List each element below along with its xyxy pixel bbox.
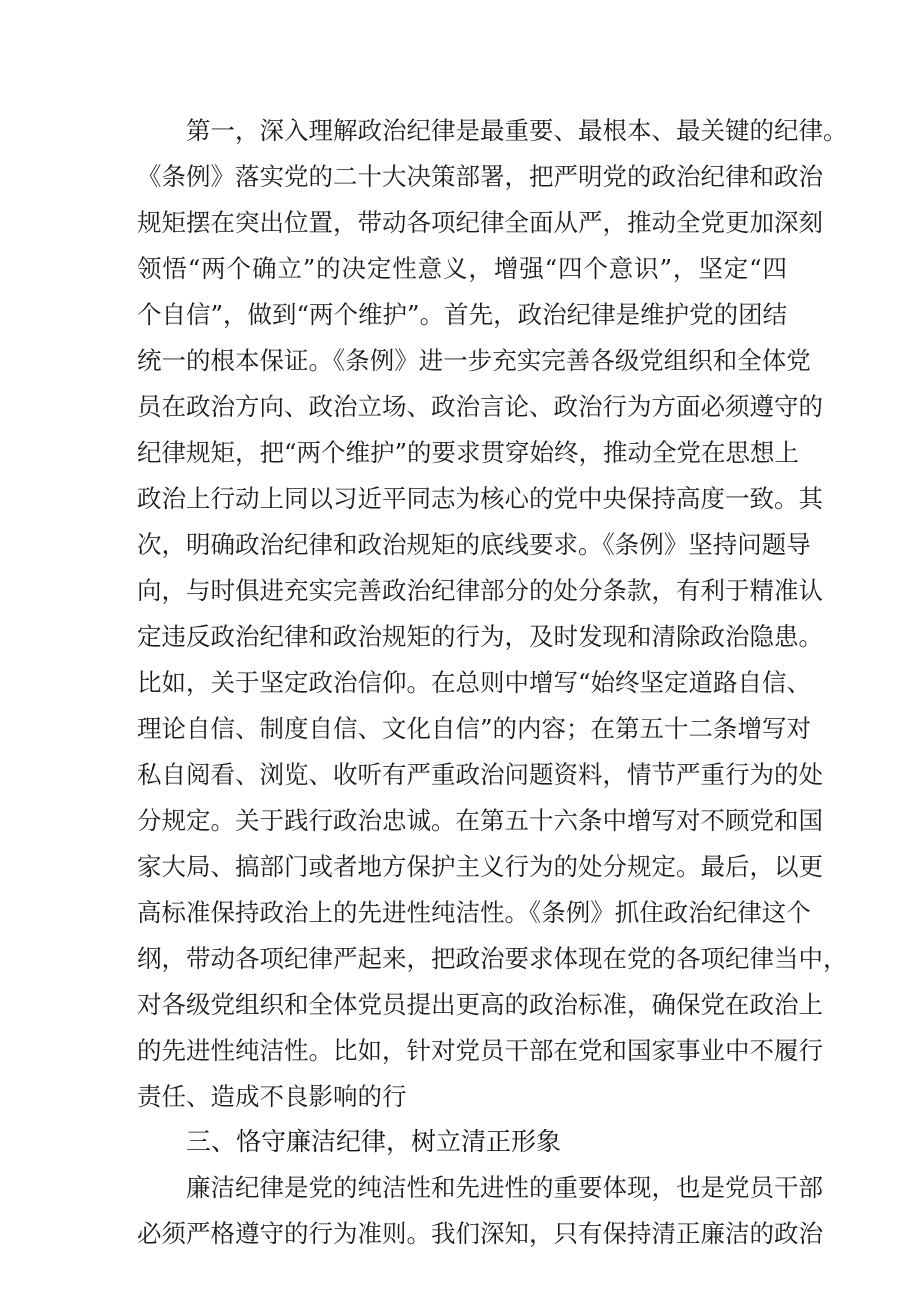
paragraph-line: 廉洁纪律是党的纯洁性和先进性的重要体现，也是党员干部 bbox=[186, 1173, 823, 1202]
paragraph-line: 政治上行动上同以习近平同志为核心的党中央保持高度一致。其 bbox=[137, 484, 823, 513]
paragraph-line: 向，与时俱进充实完善政治纪律部分的处分条款，有利于精准认 bbox=[137, 576, 823, 605]
paragraph-line: 理论自信、制度自信、文化自信”的内容；在第五十二条增写对 bbox=[137, 714, 812, 743]
paragraph-line: 分规定。关于践行政治忠诚。在第五十六条中增写对不顾党和国 bbox=[137, 806, 823, 835]
paragraph-line: 私自阅看、浏览、收听有严重政治问题资料，情节严重行为的处 bbox=[137, 760, 823, 789]
paragraph-line: 规矩摆在突出位置，带动各项纪律全面从严，推动全党更加深刻 bbox=[137, 208, 823, 237]
paragraph-line: 纲，带动各项纪律严起来，把政治要求体现在党的各项纪律当中， bbox=[137, 944, 848, 973]
paragraph-line: 个自信”，做到“两个维护”。首先，政治纪律是维护党的团结 bbox=[137, 300, 788, 329]
paragraph-line: 第一，深入理解政治纪律是最重要、最根本、最关键的纪律。 bbox=[186, 116, 848, 145]
paragraph-line: 次，明确政治纪律和政治规矩的底线要求。《条例》坚持问题导 bbox=[137, 530, 811, 559]
paragraph-line: 责任、造成不良影响的行 bbox=[137, 1082, 407, 1111]
paragraph-line: 《条例》落实党的二十大决策部署，把严明党的政治纪律和政治 bbox=[137, 162, 823, 191]
paragraph-line: 必须严格遵守的行为准则。我们深知，只有保持清正廉洁的政治 bbox=[137, 1219, 823, 1248]
paragraph-line: 的先进性纯洁性。比如，针对党员干部在党和国家事业中不履行 bbox=[137, 1036, 823, 1065]
paragraph-line: 员在政治方向、政治立场、政治言论、政治行为方面必须遵守的 bbox=[137, 392, 823, 421]
paragraph-line: 领悟“两个确立”的决定性意义，增强“四个意识”，坚定“四 bbox=[137, 254, 787, 283]
paragraph-line: 家大局、搞部门或者地方保护主义行为的处分规定。最后，以更 bbox=[137, 852, 823, 881]
paragraph-line: 高标准保持政治上的先进性纯洁性。《条例》抓住政治纪律这个 bbox=[137, 898, 811, 927]
paragraph-line: 比如，关于坚定政治信仰。在总则中增写“始终坚定道路自信、 bbox=[137, 668, 812, 697]
section-heading: 三、恪守廉洁纪律，树立清正形象 bbox=[186, 1127, 562, 1156]
paragraph-line: 纪律规矩，把“两个维护”的要求贯穿始终，推动全党在思想上 bbox=[137, 438, 800, 467]
paragraph-line: 统一的根本保证。《条例》进一步充实完善各级党组织和全体党 bbox=[137, 346, 811, 375]
paragraph-line: 对各级党组织和全体党员提出更高的政治标准，确保党在政治上 bbox=[137, 990, 823, 1019]
paragraph-line: 定违反政治纪律和政治规矩的行为，及时发现和清除政治隐患。 bbox=[137, 622, 823, 651]
